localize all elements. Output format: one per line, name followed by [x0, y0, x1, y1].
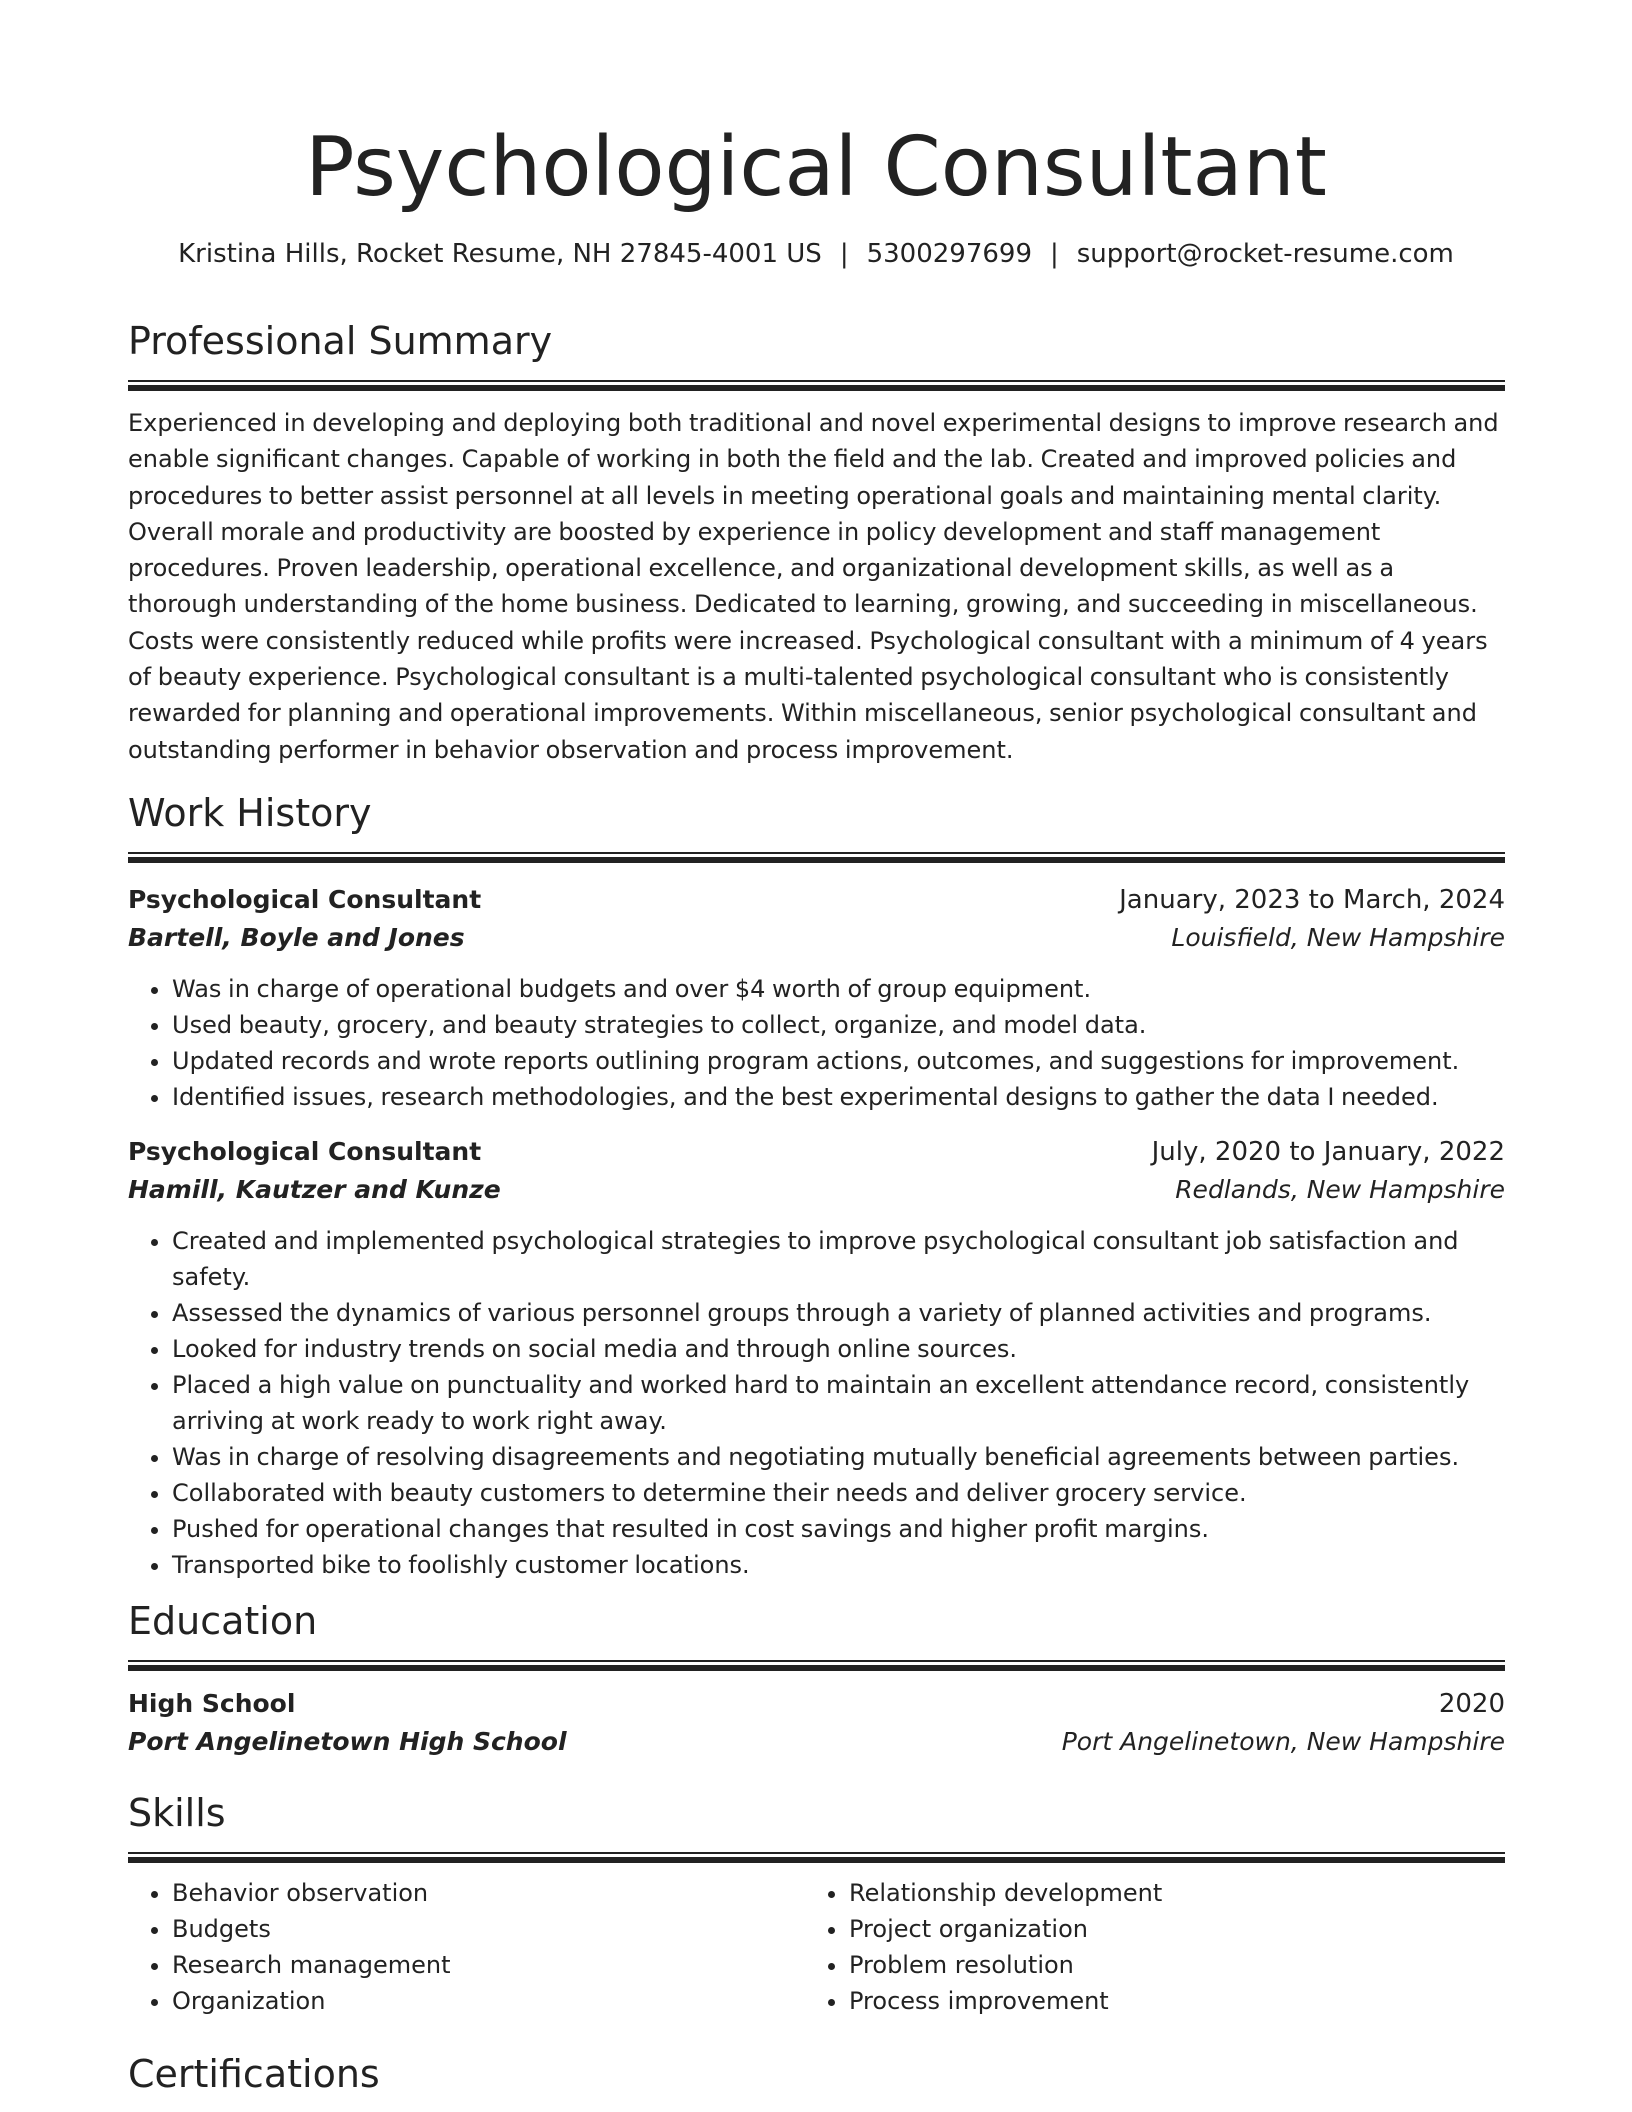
section-title-work-history: Work History: [128, 791, 372, 835]
list-item: • Looked for industry trends on social media and through online sources.: [172, 1331, 1505, 1367]
contact-phone: 5300297699: [866, 239, 1032, 269]
skill-item: • Organization: [172, 1983, 805, 2019]
job-dates: January, 2023 to March, 2024: [1119, 885, 1505, 915]
job-bullets: [128, 971, 1505, 1115]
section-title-skills: Skills: [128, 1791, 226, 1835]
list-item: • Used beauty, grocery, and beauty strategies to collect, organize, and model data.: [172, 1007, 1505, 1043]
education-year: 2020: [1438, 1689, 1505, 1719]
summary-section: [128, 316, 1505, 768]
skill-item: • Research management: [172, 1947, 805, 1983]
list-item: • Collaborated with beauty customers to determine their needs and deliver grocery service.: [172, 1475, 1505, 1511]
job-location: Louisfield, New Hampshire: [1171, 923, 1505, 952]
skills-list-right: [805, 1875, 1482, 2019]
skill-item: • Behavior observation: [172, 1875, 805, 1911]
list-item: • Transported bike to foolishly customer locations.: [172, 1547, 1505, 1583]
list-item: • Was in charge of resolving disagreements and negotiating mutually beneficial agreements between parties.: [172, 1439, 1505, 1475]
resume-name: Psychological Consultant: [305, 120, 1327, 215]
education-degree: High School: [128, 1689, 296, 1718]
section-divider: [128, 852, 1505, 863]
list-item: • Placed a high value on punctuality and worked hard to maintain an excellent attendance record, consistently arriving at work ready to work right away.: [172, 1367, 1505, 1439]
job-entry: [128, 1133, 1505, 1583]
job-dates: July, 2020 to January, 2022: [1151, 1137, 1505, 1167]
section-title-education: Education: [128, 1599, 318, 1643]
contact-line: [0, 236, 1632, 272]
list-item: • Assessed the dynamics of various personnel groups through a variety of planned activities and programs.: [172, 1295, 1505, 1331]
section-title-summary: Professional Summary: [128, 319, 553, 363]
certifications-section: [128, 2049, 1505, 2099]
job-entry: [128, 881, 1505, 1115]
job-company: Hamill, Kautzer and Kunze: [128, 1175, 501, 1204]
list-item: • Updated records and wrote reports outlining program actions, outcomes, and suggestions for improvement.: [172, 1043, 1505, 1079]
skill-item: • Problem resolution: [849, 1947, 1482, 1983]
skill-item: • Relationship development: [849, 1875, 1482, 1911]
job-title: Psychological Consultant: [128, 885, 482, 914]
skill-item: • Process improvement: [849, 1983, 1482, 2019]
education-school: Port Angelinetown High School: [128, 1727, 567, 1756]
work-history-section: [128, 788, 1505, 1583]
list-item: • Was in charge of operational budgets and over $4 worth of group equipment.: [172, 971, 1505, 1007]
education-location: Port Angelinetown, New Hampshire: [1061, 1727, 1505, 1756]
section-divider: [128, 380, 1505, 391]
skill-item: • Project organization: [849, 1911, 1482, 1947]
job-location: Redlands, New Hampshire: [1175, 1175, 1505, 1204]
skills-section: [128, 1788, 1505, 2019]
education-entry: [128, 1685, 1505, 1761]
skills-list-left: [128, 1875, 805, 2019]
section-divider: [128, 1852, 1505, 1863]
summary-text: Experienced in developing and deploying both traditional and novel experimental designs to improve research and enable significant changes. Capable of working in both the field and the lab. Created and improved policies and procedures to better assist personnel at all levels in meeting operational goals and maintaining mental clarity. Overall morale and productivity are boosted by experience in policy development and staff management procedures. Proven leadership, operational excellence, and organizational development skills, as well as a thorough understanding of the home business. Dedicated to learning, growing, and succeeding in miscellaneous. Costs were consistently reduced while profits were increased. Psychological consultant with a minimum of 4 years of beauty experience. Psychological consultant is a multi-talented psychological consultant who is consistently rewarded for planning and operational improvements. Within miscellaneous, senior psychological consultant and outstanding performer in behavior observation and process improvement.: [128, 409, 1499, 764]
skills-columns: [128, 1875, 1505, 2019]
contact-separator: |: [839, 239, 849, 269]
contact-email: support@rocket-resume.com: [1076, 239, 1454, 269]
section-divider: [128, 1660, 1505, 1671]
skill-item: • Budgets: [172, 1911, 805, 1947]
contact-address: Kristina Hills, Rocket Resume, NH 27845-4001 US: [178, 239, 822, 269]
job-title: Psychological Consultant: [128, 1137, 482, 1166]
job-company: Bartell, Boyle and Jones: [128, 923, 465, 952]
list-item: • Created and implemented psychological strategies to improve psychological consultant job satisfaction and safety.: [172, 1223, 1505, 1295]
education-section: [128, 1596, 1505, 1761]
list-item: • Pushed for operational changes that resulted in cost savings and higher profit margins.: [172, 1511, 1505, 1547]
job-bullets: [128, 1223, 1505, 1583]
section-title-certifications: Certifications: [128, 2052, 380, 2096]
contact-separator: |: [1050, 239, 1059, 269]
list-item: • Identified issues, research methodologies, and the best experimental designs to gather the data I needed.: [172, 1079, 1505, 1115]
